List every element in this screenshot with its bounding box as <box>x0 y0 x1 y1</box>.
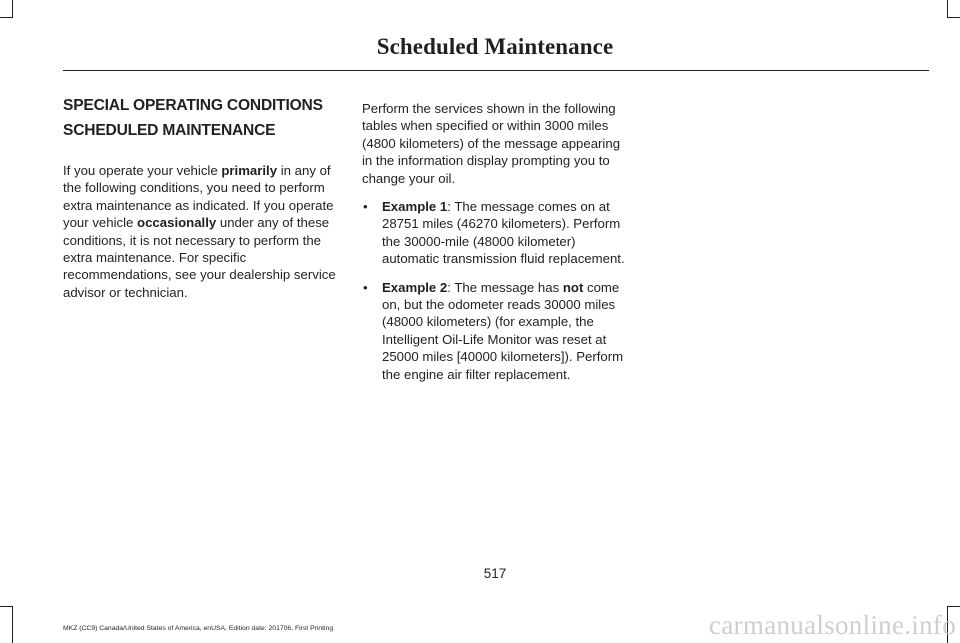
bullet-icon: • <box>363 199 368 215</box>
crop-mark-bottom-left-v <box>12 606 13 643</box>
list-item-example-1 <box>362 198 632 268</box>
emphasis-not: not <box>562 279 584 295</box>
example-list <box>362 198 632 383</box>
crop-mark-top-right-h <box>947 17 960 18</box>
crop-mark-bottom-right-h <box>947 606 960 607</box>
watermark: carmanualsonline.info <box>709 610 956 640</box>
section-heading-special-conditions: SPECIAL OPERATING CONDITIONS <box>63 97 323 114</box>
example-text: : The message comes on at 28751 miles (46270 kilometers). Perform the 30000-mile (48000 kilometer) automatic transmission fluid replacement. <box>382 199 625 267</box>
section-heading-scheduled-maintenance: SCHEDULED MAINTENANCE <box>63 122 276 139</box>
right-column <box>362 96 632 394</box>
footer-edition-info: MKZ (CC9) Canada/United States of America, enUSA, Edition date: 201706, First Printing <box>63 625 334 632</box>
page-number: 517 <box>483 566 507 581</box>
paragraph-text: If you operate your vehicle <box>63 163 222 178</box>
example-text: : The message has <box>447 279 563 295</box>
page-header-title: Scheduled Maintenance <box>376 34 614 59</box>
header-divider <box>63 70 929 71</box>
paragraph-text: in any of the following conditions, you need to perform extra maintenance as indicated. If you operate your vehicle <box>63 163 334 231</box>
crop-mark-top-left-v <box>12 0 13 18</box>
crop-mark-top-right-v <box>947 0 948 18</box>
example-label: Example 2 <box>382 279 448 295</box>
crop-mark-top-left-h <box>0 17 13 18</box>
paragraph-text: under any of these conditions, it is not necessary to perform the extra maintenance. For specific recommendations, see your dealership service advisor or technician. <box>63 215 336 300</box>
bullet-icon: • <box>363 279 368 295</box>
example-text: come on, but the odometer reads 30000 miles (48000 kilometers) (for example, the Intelligent Oil-Life Monitor was reset at 25000 miles [40000 kilometers]). Perform the engine air filter replacement. <box>382 279 624 382</box>
list-item-example-2 <box>362 279 632 383</box>
crop-mark-bottom-left-h <box>0 606 13 607</box>
body-paragraph-intro: Perform the services shown in the following tables when specified or within 3000 miles (4800 kilometers) of the message appearing in the information display prompting you to change your oil. <box>362 101 621 186</box>
emphasis-primarily: primarily <box>221 163 278 178</box>
emphasis-occasionally: occasionally <box>137 215 217 231</box>
example-label: Example 1 <box>382 199 448 215</box>
left-column <box>63 96 337 301</box>
body-paragraph-conditions <box>63 162 337 301</box>
